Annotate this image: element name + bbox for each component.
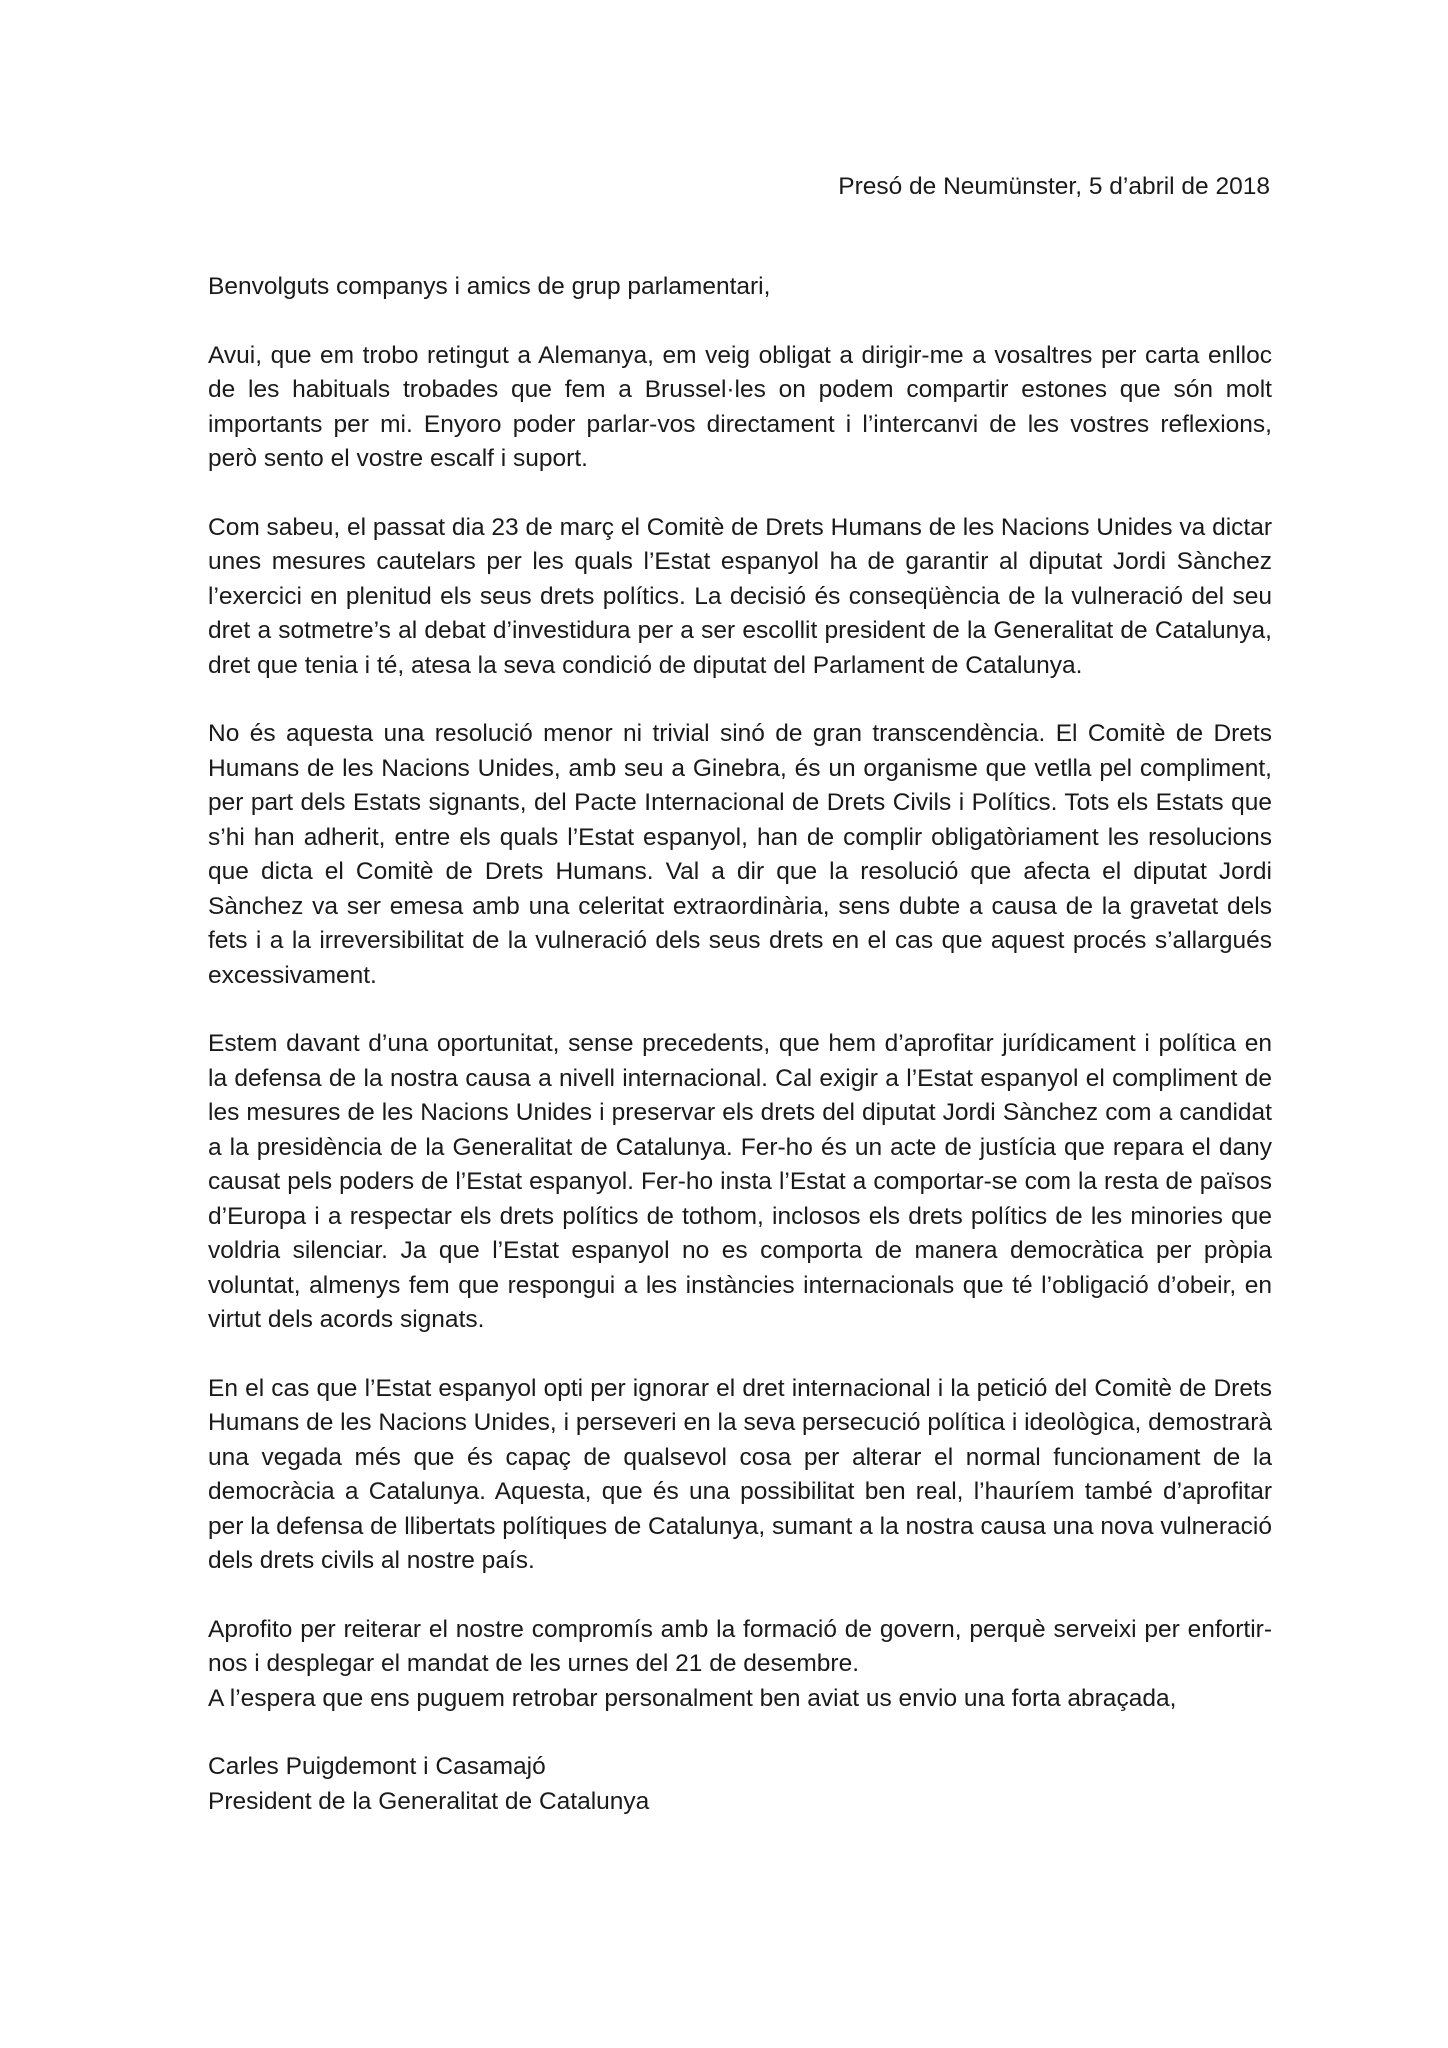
paragraph-4: Estem davant d’una oportunitat, sense precedents, que hem d’aprofitar jurídicament i política en la defensa de la nostra causa a nivell internacional. Cal exigir a l’Estat espanyol el compliment de les mesures de les Nacions Unides i preservar els drets del diputat Jordi Sànchez com a candidat a la presidència de la Generalitat de Catalunya. Fer-ho és un acte de justícia que repara el dany causat pels poders de l’Estat espanyol. Fer-ho insta l’Estat a comportar-se com la resta de països d’Europa i a respectar els drets polítics de tothom, inclosos els drets polítics de les minories que voldria silenciar. Ja que l’Estat espanyol no es comporta de manera democràtica per pròpia voluntat, almenys fem que respongui a les instàncies internacionals que té l’obligació d’obeir, en virtut dels acords signats. (208, 1030, 1272, 1333)
closing-line: A l’espera que ens puguem retrobar personalment ben aviat us envio una forta abraçada, (208, 1684, 1177, 1712)
paragraph-2: Com sabeu, el passat dia 23 de març el Comitè de Drets Humans de les Nacions Unides va dictar unes mesures cautelars per les quals l’Estat espanyol ha de garantir al diputat Jordi Sànchez l’exercici en plenitud els seus drets polítics. La decisió és conseqüència de la vulneració del seu dret a sotmetre’s al debat d’investidura per a ser escollit president de la Generalitat de Catalunya, dret que tenia i té, atesa la seva condició de diputat del Parlament de Catalunya. (208, 513, 1272, 679)
signatory-name: Carles Puigdemont i Casamajó (208, 1753, 546, 1780)
paragraph-1: Avui, que em trobo retingut a Alemanya, em veig obligat a dirigir-me a vosaltres per carta enlloc de les habituals trobades que fem a Brussel·les on podem compartir estones que són molt importants per mi. Enyoro poder parlar-vos directament i l’intercanvi de les vostres reflexions, però sento el vostre escalf i suport. (208, 341, 1272, 472)
salutation: Benvolguts companys i amics de grup parlamentari, (208, 273, 771, 300)
paragraph-5: En el cas que l’Estat espanyol opti per ignorar el dret internacional i la petició del Comitè de Drets Humans de les Nacions Unides, i perseveri en la seva persecució política i ideològica, demostrarà una vegada més que és capaç de qualsevol cosa per alterar el normal funcionament de la democràcia a Catalunya. Aquesta, que és una possibilitat ben real, l’hauríem també d’aprofitar per la defensa de llibertats polítiques de Catalunya, sumant a la nostra causa una nova vulneració dels drets civils al nostre país. (208, 1374, 1272, 1574)
place-date: Presó de Neumünster, 5 d’abril de 2018 (838, 173, 1270, 200)
signature-block (208, 1750, 1272, 1819)
signatory-title: President de la Generalitat de Catalunya (208, 1787, 650, 1815)
paragraph-6: Aprofito per reiterar el nostre compromís amb la formació de govern, perquè serveixi per enfortir-nos i desplegar el mandat de les urnes del 21 de desembre. (208, 1615, 1272, 1677)
letter-body (208, 270, 1272, 1819)
paragraph-3: No és aquesta una resolució menor ni trivial sinó de gran transcendència. El Comitè de Drets Humans de les Nacions Unides, amb seu a Ginebra, és un organisme que vetlla pel compliment, per part dels Estats signants, del Pacte Internacional de Drets Civils i Polítics. Tots els Estats que s’hi han adherit, entre els quals l’Estat espanyol, han de complir obligatòriament les resolucions que dicta el Comitè de Drets Humans. Val a dir que la resolució que afecta el diputat Jordi Sànchez va ser emesa amb una celeritat extraordinària, sens dubte a causa de la gravetat dels fets i a la irreversibilitat de la vulneració dels seus drets en el cas que aquest procés s’allargués excessivament. (208, 720, 1272, 989)
